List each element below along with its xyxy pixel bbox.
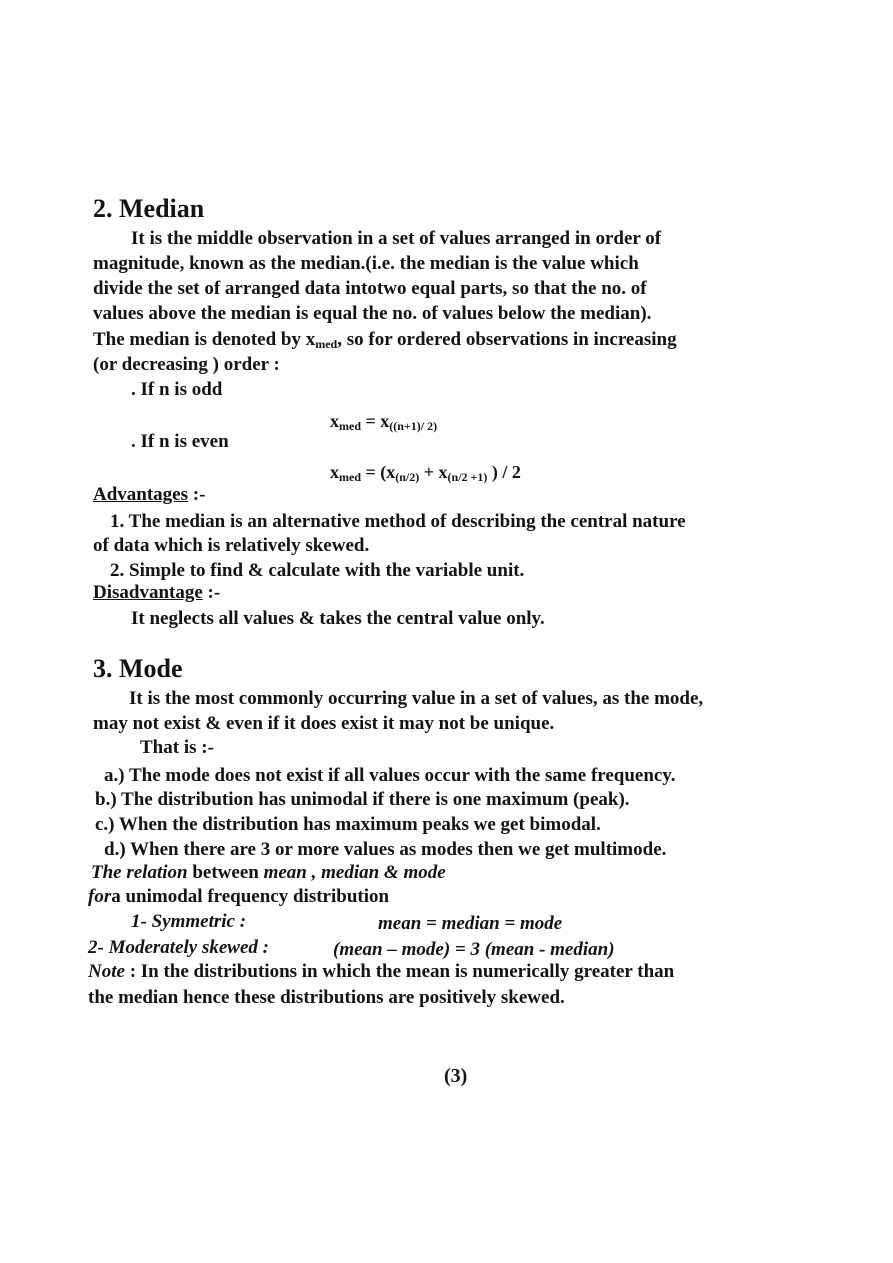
f2-eq: = (x bbox=[361, 462, 396, 482]
f2-sub-med: med bbox=[339, 470, 361, 484]
moderately-skewed-formula-text: (mean – mode) = 3 (mean - median) bbox=[333, 939, 615, 960]
f2-tail: ) / 2 bbox=[487, 462, 521, 482]
moderately-skewed-label bbox=[88, 937, 269, 959]
formula-odd bbox=[330, 410, 437, 432]
symmetric-label-text: 1- Symmetric : bbox=[131, 911, 247, 932]
page-number: (3) bbox=[444, 1065, 468, 1087]
mode-para-line-2: may not exist & even if it does exist it may not be unique. bbox=[93, 713, 555, 734]
median-para-line-2: magnitude, known as the median.(i.e. the median is the value which bbox=[93, 253, 639, 274]
advantage-1-line-2: of data which is relatively skewed. bbox=[93, 535, 370, 556]
median-para-line-3: divide the set of arranged data intotwo equal parts, so that the no. of bbox=[93, 278, 647, 299]
median-order-line: (or decreasing ) order : bbox=[93, 354, 280, 375]
mode-heading: 3. Mode bbox=[93, 654, 183, 683]
median-heading: 2. Median bbox=[93, 194, 205, 223]
relation-italic-2: mean , median & mode bbox=[263, 862, 446, 883]
denoted-sub: med bbox=[315, 337, 338, 351]
even-label: . If n is even bbox=[131, 431, 229, 452]
note-line-2: the median hence these distributions are positively skewed. bbox=[88, 987, 565, 1008]
moderately-skewed-label-text: 2- Moderately skewed : bbox=[88, 937, 269, 958]
f2-sub-a: (n/2) bbox=[395, 470, 420, 484]
fora-italic: for bbox=[88, 886, 112, 907]
advantages-suffix: :- bbox=[188, 484, 206, 505]
disadvantage-heading bbox=[93, 582, 220, 604]
f1-x: x bbox=[330, 411, 339, 431]
mode-item-c: c.) When the distribution has maximum peaks we get bimodal. bbox=[95, 814, 601, 835]
mode-item-b: b.) The distribution has unimodal if there is one maximum (peak). bbox=[95, 789, 630, 810]
odd-label: . If n is odd bbox=[131, 379, 223, 400]
symmetric-formula-text: mean = median = mode bbox=[378, 913, 563, 934]
f1-sub-med: med bbox=[339, 419, 361, 433]
f1-eq: = x bbox=[361, 411, 390, 431]
median-denoted-line bbox=[93, 329, 677, 351]
advantage-2: 2. Simple to find & calculate with the variable unit. bbox=[110, 560, 525, 581]
that-is: That is :- bbox=[140, 737, 214, 758]
disadvantage-suffix: :- bbox=[202, 582, 221, 603]
median-para-line-1: It is the middle observation in a set of values arranged in order of bbox=[131, 228, 662, 249]
formula-even bbox=[330, 461, 521, 483]
f2-sub-b: (n/2 +1) bbox=[447, 470, 488, 484]
relation-line bbox=[91, 862, 446, 884]
symmetric-formula bbox=[378, 913, 562, 935]
advantages-heading bbox=[93, 484, 205, 506]
note-text-1: : In the distributions in which the mean is numerically greater than bbox=[124, 961, 675, 982]
mode-item-d: d.) When there are 3 or more values as modes then we get multimode. bbox=[104, 839, 667, 860]
mode-para-line-1: It is the most commonly occurring value in a set of values, as the mode, bbox=[129, 688, 704, 709]
fora-text: a unimodal frequency distribution bbox=[111, 886, 390, 907]
symmetric-label bbox=[131, 911, 246, 933]
fora-line bbox=[88, 886, 389, 908]
mode-item-a: a.) The mode does not exist if all values occur with the same frequency. bbox=[104, 765, 676, 786]
advantage-1-line-1: 1. The median is an alternative method of describing the central nature bbox=[110, 511, 686, 532]
moderately-skewed-formula bbox=[333, 939, 615, 961]
relation-italic-1: The relation bbox=[91, 862, 188, 883]
denoted-pre: The median is denoted by x bbox=[93, 329, 316, 350]
f1-sub-idx: ((n+1)/ 2) bbox=[389, 419, 438, 433]
note-line-1 bbox=[88, 961, 674, 983]
disadvantage-label: Disadvantage bbox=[93, 582, 203, 603]
note-label: Note bbox=[88, 961, 125, 982]
advantages-label: Advantages bbox=[93, 484, 189, 505]
denoted-post: , so for ordered observations in increasing bbox=[337, 329, 677, 350]
relation-text: between bbox=[187, 862, 264, 883]
disadvantage-text: It neglects all values & takes the central value only. bbox=[131, 608, 545, 629]
f2-x: x bbox=[330, 462, 339, 482]
median-para-line-4: values above the median is equal the no. of values below the median). bbox=[93, 303, 652, 324]
f2-plus: + x bbox=[419, 462, 448, 482]
